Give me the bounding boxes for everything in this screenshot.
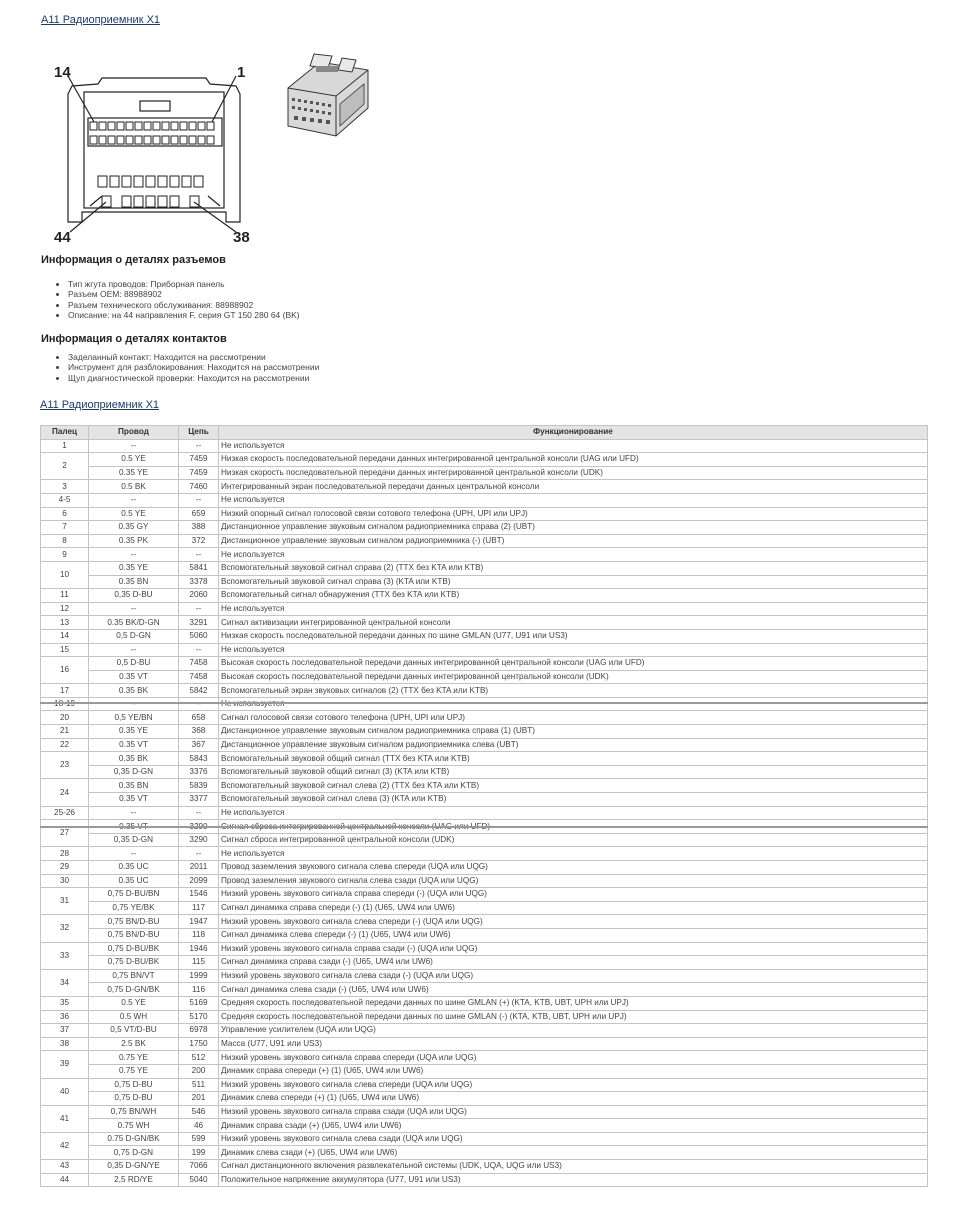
circuit-cell: 199 <box>179 1146 219 1160</box>
wire-cell: -- <box>89 847 179 861</box>
pin-label-38: 38 <box>233 229 250 246</box>
wire-cell: 0.35 BN <box>89 779 179 793</box>
function-cell: Динамик слева сзади (+) (U65, UW4 или UW6) <box>219 1146 928 1160</box>
function-cell: Динамик слева спереди (+) (1) (U65, UW4 или UW6) <box>219 1092 928 1106</box>
table-row <box>41 1173 928 1187</box>
function-cell: Дистанционное управление звуковым сигналом радиоприемника справа (1) (UBT) <box>219 725 928 739</box>
wire-cell: 0.35 PK <box>89 534 179 548</box>
wire-cell: 0.35 YE <box>89 561 179 575</box>
table-row <box>41 561 928 575</box>
table-row <box>41 738 928 752</box>
page-seam <box>40 826 928 828</box>
function-cell: Сигнал динамика справа спереди (-) (1) (U65, UW4 или UW6) <box>219 901 928 915</box>
circuit-cell: 1946 <box>179 942 219 956</box>
connector-info-item: • Разъем технического обслуживания: 88988902 <box>68 300 300 310</box>
pin-cell: 27 <box>41 820 89 847</box>
wire-cell: 0.35 BK <box>89 684 179 698</box>
circuit-cell: 5040 <box>179 1173 219 1187</box>
function-cell: Динамик справа спереди (+) (1) (U65, UW4 или UW6) <box>219 1064 928 1078</box>
contact-info-item: • Заделанный контакт: Находится на рассмотрении <box>68 352 319 362</box>
pin-cell: 21 <box>41 725 89 739</box>
table-row <box>41 439 928 453</box>
table-row <box>41 589 928 603</box>
wire-cell: 0.35 BK/D-GN <box>89 616 179 630</box>
table-row <box>41 779 928 793</box>
circuit-cell: 511 <box>179 1078 219 1092</box>
table-row <box>41 602 928 616</box>
function-cell: Низкий уровень звукового сигнала слева сзади (UQA или UQG) <box>219 1132 928 1146</box>
contact-info-item: • Инструмент для разблокирования: Находится на рассмотрении <box>68 362 319 372</box>
circuit-cell: 3290 <box>179 833 219 847</box>
pin-label-1: 1 <box>237 64 246 81</box>
pinout-table <box>40 425 928 1187</box>
function-cell: Сигнал активизации интегрированной центральной консоли <box>219 616 928 630</box>
circuit-cell: 116 <box>179 983 219 997</box>
table-header-row <box>41 426 928 440</box>
circuit-cell: -- <box>179 493 219 507</box>
circuit-cell: 7459 <box>179 453 219 467</box>
pin-cell: 15 <box>41 643 89 657</box>
pin-cell: 1 <box>41 439 89 453</box>
pin-cell: 8 <box>41 534 89 548</box>
function-cell: Высокая скорость последовательной передачи данных интегрированной центральной консоли (UDK) <box>219 670 928 684</box>
connector-info-list <box>54 279 300 320</box>
table-row <box>41 1160 928 1174</box>
function-cell: Не используется <box>219 493 928 507</box>
table-row <box>41 765 928 779</box>
circuit-cell: 6978 <box>179 1024 219 1038</box>
function-cell: Провод заземления звукового сигнала слева спереди (UQA или UQG) <box>219 861 928 875</box>
wire-cell: -- <box>89 493 179 507</box>
table-row <box>41 983 928 997</box>
connector-photo <box>280 48 376 144</box>
connector-info-item: • Тип жгута проводов: Приборная панель <box>68 279 300 289</box>
wire-cell: 2,5 RD/YE <box>89 1173 179 1187</box>
pin-cell: 20 <box>41 711 89 725</box>
table-row <box>41 752 928 766</box>
function-cell: Не используется <box>219 806 928 820</box>
wire-cell: 0.35 VT <box>89 670 179 684</box>
table-row <box>41 725 928 739</box>
table-row <box>41 711 928 725</box>
table-row <box>41 453 928 467</box>
function-cell: Низкая скорость последовательной передачи данных интегрированной центральной консоли (UDK) <box>219 466 928 480</box>
table-row <box>41 1064 928 1078</box>
table-row <box>41 1051 928 1065</box>
table-row <box>41 1037 928 1051</box>
wire-cell: 0,35 D-BU <box>89 589 179 603</box>
wire-cell: 0.5 BK <box>89 480 179 494</box>
pin-cell: 13 <box>41 616 89 630</box>
function-cell: Низкий уровень звукового сигнала справа сзади (UQA или UQG) <box>219 1105 928 1119</box>
table-row <box>41 1024 928 1038</box>
table-row <box>41 480 928 494</box>
circuit-cell: 2099 <box>179 874 219 888</box>
wire-cell: 0.35 UC <box>89 874 179 888</box>
circuit-cell: 200 <box>179 1064 219 1078</box>
pin-cell: 4-5 <box>41 493 89 507</box>
table-row <box>41 969 928 983</box>
table-row <box>41 1132 928 1146</box>
circuit-cell: 117 <box>179 901 219 915</box>
circuit-cell: 2060 <box>179 589 219 603</box>
function-cell: Динамик справа сзади (+) (U65, UW4 или UW6) <box>219 1119 928 1133</box>
function-cell: Вспомогательный звуковой сигнал слева (2) (TTX без KTA или KTB) <box>219 779 928 793</box>
pin-cell: 36 <box>41 1010 89 1024</box>
wire-cell: 0.75 WH <box>89 1119 179 1133</box>
pin-cell: 10 <box>41 561 89 588</box>
table-row <box>41 888 928 902</box>
wire-cell: 0,75 BN/D-BU <box>89 915 179 929</box>
function-cell: Низкий уровень звукового сигнала слева сзади (-) (UQA или UQG) <box>219 969 928 983</box>
table-row <box>41 1092 928 1106</box>
function-cell: Не используется <box>219 439 928 453</box>
circuit-cell: 2011 <box>179 861 219 875</box>
wire-cell: 0.35 UC <box>89 861 179 875</box>
pin-cell: 29 <box>41 861 89 875</box>
function-cell <box>219 697 928 711</box>
connector-pinout-diagram <box>40 56 260 246</box>
wire-cell: 0.35 YE <box>89 725 179 739</box>
function-cell: Низкий уровень звукового сигнала слева спереди (-) (UQA или UQG) <box>219 915 928 929</box>
wire-cell: 0.35 BK <box>89 752 179 766</box>
pin-label-14: 14 <box>54 64 71 81</box>
circuit-cell: 1546 <box>179 888 219 902</box>
table-row <box>41 1105 928 1119</box>
wire-cell: -- <box>89 548 179 562</box>
table-row <box>41 670 928 684</box>
pin-cell: 41 <box>41 1105 89 1132</box>
circuit-cell: 5841 <box>179 561 219 575</box>
function-cell: Вспомогательный экран звуковых сигналов (2) (TTX без KTA или KTB) <box>219 684 928 698</box>
pin-cell: 31 <box>41 888 89 915</box>
table-row <box>41 493 928 507</box>
circuit-cell: 367 <box>179 738 219 752</box>
wire-cell: 0,75 YE/BK <box>89 901 179 915</box>
function-cell: Сигнал динамика справа сзади (-) (U65, UW4 или UW6) <box>219 956 928 970</box>
function-cell: Управление усилителем (UQA или UQG) <box>219 1024 928 1038</box>
pin-cell: 6 <box>41 507 89 521</box>
circuit-cell: 3376 <box>179 765 219 779</box>
pin-cell: 12 <box>41 602 89 616</box>
circuit-cell: 7458 <box>179 657 219 671</box>
header-function: Функционирование <box>219 426 928 440</box>
connector-info-item: • Разъем OEM: 88988902 <box>68 289 300 299</box>
function-cell: Не используется <box>219 602 928 616</box>
table-row <box>41 928 928 942</box>
circuit-cell: 1947 <box>179 915 219 929</box>
circuit-cell: 5839 <box>179 779 219 793</box>
pin-cell: 39 <box>41 1051 89 1078</box>
circuit-cell: 7066 <box>179 1160 219 1174</box>
wire-cell: -- <box>89 602 179 616</box>
wire-cell <box>89 697 179 711</box>
wire-cell: 0.35 BN <box>89 575 179 589</box>
function-cell: Сигнал сброса интегрированной центральной консоли (UDK) <box>219 833 928 847</box>
wire-cell: 0,75 D-BU <box>89 1092 179 1106</box>
function-cell: Дистанционное управление звуковым сигналом радиоприемника справа (2) (UBT) <box>219 521 928 535</box>
table-row <box>41 507 928 521</box>
wire-cell: 0,5 D-BU <box>89 657 179 671</box>
function-cell: Сигнал дистанционного включения развлекательной системы (UDK, UQA, UQG или US3) <box>219 1160 928 1174</box>
function-cell: Сигнал динамика слева спереди (-) (1) (U65, UW4 или UW6) <box>219 928 928 942</box>
table-row <box>41 956 928 970</box>
circuit-cell: 1750 <box>179 1037 219 1051</box>
pin-cell: 7 <box>41 521 89 535</box>
function-cell: Вспомогательный звуковой сигнал слева (3) (KTA или KTB) <box>219 793 928 807</box>
wire-cell: 0.35 GY <box>89 521 179 535</box>
circuit-cell: 201 <box>179 1092 219 1106</box>
table-row <box>41 616 928 630</box>
circuit-cell: 372 <box>179 534 219 548</box>
pin-cell: 2 <box>41 453 89 480</box>
function-cell: Не используется <box>219 548 928 562</box>
pin-cell: 33 <box>41 942 89 969</box>
pin-cell: 44 <box>41 1173 89 1187</box>
circuit-cell: 3378 <box>179 575 219 589</box>
table-row <box>41 861 928 875</box>
circuit-cell: -- <box>179 643 219 657</box>
header-circuit: Цепь <box>179 426 219 440</box>
pin-cell: 25-26 <box>41 806 89 820</box>
function-cell: Средняя скорость последовательной передачи данных по шине GMLAN (+) (KTA, KTB, UBT, UPH или UPJ) <box>219 996 928 1010</box>
pin-cell: 40 <box>41 1078 89 1105</box>
function-cell: Положительное напряжение аккумулятора (U77, U91 или US3) <box>219 1173 928 1187</box>
connector-info-item: • Описание: на 44 направления F, серия GT 150 280 64 (BK) <box>68 310 300 320</box>
contact-info-list <box>54 352 319 383</box>
header-wire: Провод <box>89 426 179 440</box>
page-title-link[interactable]: A11 Радиоприемник X1 <box>41 14 161 26</box>
circuit-cell: 3377 <box>179 793 219 807</box>
contact-info-heading: Информация о деталях контактов <box>41 333 227 345</box>
table-row <box>41 833 928 847</box>
function-cell: Провод заземления звукового сигнала слева сзади (UQA или UQG) <box>219 874 928 888</box>
table-row <box>41 874 928 888</box>
function-cell: Низкий уровень звукового сигнала справа спереди (UQA или UQG) <box>219 1051 928 1065</box>
header-pin: Палец <box>41 426 89 440</box>
table-row <box>41 629 928 643</box>
table-row <box>41 1119 928 1133</box>
function-cell: Низкая скорость последовательной передачи данных по шине GMLAN (U77, U91 или US3) <box>219 629 928 643</box>
circuit-cell: 512 <box>179 1051 219 1065</box>
wire-cell: 0,75 D-GN/BK <box>89 983 179 997</box>
function-cell: Сигнал динамика слева сзади (-) (U65, UW4 или UW6) <box>219 983 928 997</box>
table-row <box>41 575 928 589</box>
pin-cell: 22 <box>41 738 89 752</box>
function-cell: Интегрированный экран последовательной передачи данных центральной консоли <box>219 480 928 494</box>
pin-cell: 42 <box>41 1132 89 1159</box>
function-cell: Не используется <box>219 847 928 861</box>
wire-cell: 0.35 VT <box>89 738 179 752</box>
function-cell: Дистанционное управление звуковым сигналом радиоприемника слева (UBT) <box>219 738 928 752</box>
wire-cell: 0.5 YE <box>89 507 179 521</box>
function-cell: Низкая скорость последовательной передачи данных интегрированной центральной консоли (UAG или UFD) <box>219 453 928 467</box>
circuit-cell: 368 <box>179 725 219 739</box>
function-cell: Вспомогательный звуковой общий сигнал (TTX без KTA или KTB) <box>219 752 928 766</box>
table-row <box>41 684 928 698</box>
function-cell: Вспомогательный звуковой общий сигнал (3) (KTA или KTB) <box>219 765 928 779</box>
circuit-cell: -- <box>179 847 219 861</box>
pin-cell: 3 <box>41 480 89 494</box>
function-cell: Дистанционное управление звуковым сигналом радиоприемника (-) (UBT) <box>219 534 928 548</box>
pin-label-44: 44 <box>54 229 71 246</box>
circuit-cell: 546 <box>179 1105 219 1119</box>
table-row <box>41 901 928 915</box>
connector-info-heading: Информация о деталях разъемов <box>41 254 226 266</box>
circuit-cell: 5170 <box>179 1010 219 1024</box>
circuit-cell: 5060 <box>179 629 219 643</box>
table-row <box>41 1078 928 1092</box>
pin-cell: 34 <box>41 969 89 996</box>
function-cell: Вспомогательный звуковой сигнал справа (2) (TTX без KTA или KTB) <box>219 561 928 575</box>
pin-cell: 38 <box>41 1037 89 1051</box>
circuit-cell: 7458 <box>179 670 219 684</box>
function-cell: Сигнал голосовой связи сотового телефона (UPH, UPI или UPJ) <box>219 711 928 725</box>
function-cell: Масса (U77, U91 или US3) <box>219 1037 928 1051</box>
pin-cell: 24 <box>41 779 89 806</box>
table-row <box>41 1146 928 1160</box>
circuit-cell: 5169 <box>179 996 219 1010</box>
pin-cell: 17 <box>41 684 89 698</box>
pin-cell: 23 <box>41 752 89 779</box>
circuit-cell: 658 <box>179 711 219 725</box>
wire-cell: 0,35 D-GN <box>89 765 179 779</box>
circuit-cell: -- <box>179 548 219 562</box>
wire-cell: 0,5 VT/D-BU <box>89 1024 179 1038</box>
function-cell: Низкий уровень звукового сигнала справа сзади (-) (UQA или UQG) <box>219 942 928 956</box>
pinout-table-body <box>41 439 928 1187</box>
table-row <box>41 466 928 480</box>
pin-cell: 16 <box>41 657 89 684</box>
function-cell: Высокая скорость последовательной передачи данных интегрированной центральной консоли (UAG или UFD) <box>219 657 928 671</box>
wire-cell: 0,75 D-BU/BN <box>89 888 179 902</box>
wire-cell: 0.75 YE <box>89 1051 179 1065</box>
circuit-cell: 388 <box>179 521 219 535</box>
circuit-cell: -- <box>179 602 219 616</box>
contact-info-item: • Щуп диагностической проверки: Находится на рассмотрении <box>68 373 319 383</box>
table-title-link[interactable]: A11 Радиоприемник X1 <box>40 399 160 411</box>
wire-cell: 2.5 BK <box>89 1037 179 1051</box>
wire-cell: 0,75 D-BU/BK <box>89 942 179 956</box>
pin-cell: 9 <box>41 548 89 562</box>
wire-cell: 0,75 BN/WH <box>89 1105 179 1119</box>
pin-cell: 32 <box>41 915 89 942</box>
circuit-cell: 115 <box>179 956 219 970</box>
function-cell: Не используется <box>219 643 928 657</box>
wire-cell: 0,75 D-GN <box>89 1146 179 1160</box>
circuit-cell: 599 <box>179 1132 219 1146</box>
pin-cell: 35 <box>41 996 89 1010</box>
table-row <box>41 643 928 657</box>
wire-cell: 0,75 BN/D-BU <box>89 928 179 942</box>
circuit-cell: 118 <box>179 928 219 942</box>
pin-cell: 11 <box>41 589 89 603</box>
circuit-cell: 7460 <box>179 480 219 494</box>
page-seam <box>40 702 928 704</box>
circuit-cell: -- <box>179 439 219 453</box>
function-cell: Вспомогательный звуковой сигнал справа (3) (KTA или KTB) <box>219 575 928 589</box>
circuit-cell: -- <box>179 806 219 820</box>
wire-cell: 0,75 D-BU/BK <box>89 956 179 970</box>
wire-cell: 0.75 YE <box>89 1064 179 1078</box>
table-row <box>41 847 928 861</box>
wire-cell: 0,5 YE/BN <box>89 711 179 725</box>
wire-cell: 0,5 D-GN <box>89 629 179 643</box>
pin-cell: 14 <box>41 629 89 643</box>
table-row <box>41 657 928 671</box>
function-cell: Низкий опорный сигнал голосовой связи сотового телефона (UPH, UPI или UPJ) <box>219 507 928 521</box>
circuit-cell: 3291 <box>179 616 219 630</box>
function-cell: Вспомогательный сигнал обнаружения (TTX без KTA или KTB) <box>219 589 928 603</box>
table-row <box>41 548 928 562</box>
pin-cell: 28 <box>41 847 89 861</box>
wire-cell: 0,75 BN/VT <box>89 969 179 983</box>
circuit-cell: 7459 <box>179 466 219 480</box>
wire-cell: -- <box>89 806 179 820</box>
wire-cell: -- <box>89 643 179 657</box>
table-row <box>41 793 928 807</box>
circuit-cell: 659 <box>179 507 219 521</box>
wire-cell: 0.5 YE <box>89 453 179 467</box>
function-cell: Низкий уровень звукового сигнала слева спереди (UQA или UQG) <box>219 1078 928 1092</box>
wire-cell: 0,75 D-BU <box>89 1078 179 1092</box>
table-row <box>41 996 928 1010</box>
function-cell: Средняя скорость последовательной передачи данных по шине GMLAN (-) (KTA, KTB, UBT, UPH или UPJ) <box>219 1010 928 1024</box>
circuit-cell: 5842 <box>179 684 219 698</box>
wire-cell: 0.5 YE <box>89 996 179 1010</box>
circuit-cell: 1999 <box>179 969 219 983</box>
pin-cell: 30 <box>41 874 89 888</box>
pin-cell: 37 <box>41 1024 89 1038</box>
circuit-cell: 5843 <box>179 752 219 766</box>
pin-cell <box>41 697 89 711</box>
table-row <box>41 534 928 548</box>
wire-cell: 0.35 VT <box>89 793 179 807</box>
wire-cell: 0,35 D-GN/YE <box>89 1160 179 1174</box>
wire-cell: 0.75 D-GN/BK <box>89 1132 179 1146</box>
wire-cell: 0,35 D-GN <box>89 833 179 847</box>
table-row <box>41 915 928 929</box>
table-row <box>41 942 928 956</box>
circuit-cell <box>179 697 219 711</box>
pin-cell: 43 <box>41 1160 89 1174</box>
table-row <box>41 697 928 711</box>
circuit-cell: 46 <box>179 1119 219 1133</box>
wire-cell: 0.5 WH <box>89 1010 179 1024</box>
function-cell: Низкий уровень звукового сигнала справа спереди (-) (UQA или UQG) <box>219 888 928 902</box>
table-row <box>41 1010 928 1024</box>
table-row <box>41 806 928 820</box>
wire-cell: -- <box>89 439 179 453</box>
wire-cell: 0.35 YE <box>89 466 179 480</box>
table-row <box>41 521 928 535</box>
